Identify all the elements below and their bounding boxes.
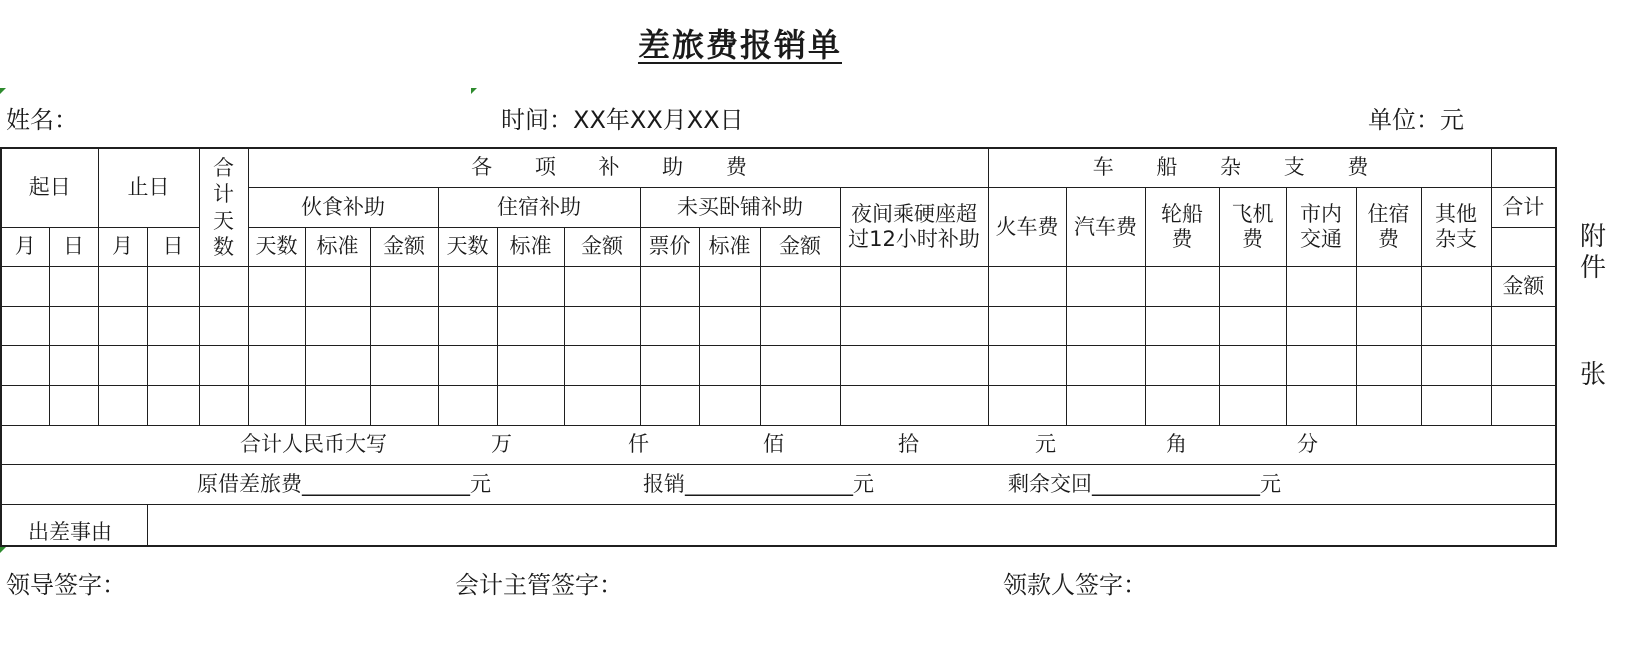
unit-bai: 佰 <box>763 432 784 457</box>
data-cell[interactable] <box>564 385 640 425</box>
data-cell[interactable] <box>147 385 199 425</box>
start-date-header: 起日 <box>1 148 98 227</box>
trip-reason-input[interactable] <box>147 504 1556 546</box>
data-cell[interactable] <box>1356 346 1421 386</box>
data-cell[interactable] <box>497 385 564 425</box>
data-cell[interactable] <box>49 267 98 307</box>
data-cell[interactable] <box>699 385 760 425</box>
meal-allowance-header: 伙食补助 <box>248 188 438 228</box>
data-cell[interactable] <box>98 306 147 346</box>
cell-comment-marker <box>0 547 6 553</box>
data-cell[interactable] <box>640 385 699 425</box>
data-cell[interactable] <box>438 346 497 386</box>
data-cell[interactable] <box>564 346 640 386</box>
data-cell[interactable] <box>840 267 988 307</box>
end-month-header: 月 <box>98 227 147 267</box>
data-cell[interactable] <box>1286 306 1356 346</box>
data-cell[interactable] <box>1066 385 1145 425</box>
data-cell[interactable] <box>1491 306 1556 346</box>
settlement-row[interactable] <box>1 465 1556 505</box>
local-transport-header: 市内交通 <box>1286 188 1356 267</box>
data-cell[interactable] <box>1066 346 1145 386</box>
data-cell[interactable] <box>305 346 370 386</box>
data-cell[interactable] <box>248 346 305 386</box>
data-cell[interactable] <box>564 306 640 346</box>
data-cell[interactable] <box>199 346 248 386</box>
data-cell[interactable] <box>147 346 199 386</box>
unit-jiao: 角 <box>1166 432 1187 457</box>
reimburse-label: 报销________________元 <box>643 471 874 496</box>
unit-label[interactable]: 单位：元 <box>1368 106 1464 134</box>
data-cell[interactable] <box>640 306 699 346</box>
unit-qian: 仟 <box>628 432 649 457</box>
remaining-label: 剩余交回________________元 <box>1008 471 1281 496</box>
data-cell[interactable] <box>1286 385 1356 425</box>
bus-fare-header: 汽车费 <box>1066 188 1145 267</box>
lodging-amount-header: 金额 <box>564 227 640 267</box>
data-cell[interactable] <box>98 385 147 425</box>
data-cell[interactable] <box>988 306 1066 346</box>
end-day-header: 日 <box>147 227 199 267</box>
data-cell[interactable] <box>1066 306 1145 346</box>
payee-signature-label[interactable]: 领款人签字： <box>1003 571 1147 599</box>
data-cell[interactable] <box>497 306 564 346</box>
data-cell[interactable] <box>497 267 564 307</box>
data-cell[interactable] <box>1 306 49 346</box>
leader-signature-label[interactable]: 领导签字： <box>6 571 126 599</box>
data-cell[interactable] <box>1421 306 1491 346</box>
meal-standard-header: 标准 <box>305 227 370 267</box>
data-cell[interactable] <box>248 385 305 425</box>
total-sub-blank-cell[interactable] <box>1491 227 1556 267</box>
sleeper-standard-header: 标准 <box>699 227 760 267</box>
data-cell[interactable] <box>988 267 1066 307</box>
data-cell[interactable] <box>49 306 98 346</box>
form-title: 差旅费报销单 <box>637 26 842 64</box>
ticket-price-header: 票价 <box>640 227 699 267</box>
data-cell[interactable] <box>840 385 988 425</box>
data-cell[interactable] <box>248 267 305 307</box>
data-cell[interactable] <box>370 385 438 425</box>
time-label[interactable]: 时间：XX年XX月XX日 <box>501 106 744 134</box>
data-cell[interactable] <box>305 385 370 425</box>
data-cell[interactable] <box>199 306 248 346</box>
data-cell[interactable] <box>305 306 370 346</box>
data-cell[interactable] <box>147 267 199 307</box>
data-cell[interactable] <box>199 267 248 307</box>
data-cell[interactable] <box>98 267 147 307</box>
total-days-header: 合计天数 <box>199 148 248 267</box>
no-sleeper-allowance-header: 未买卧铺补助 <box>640 188 840 228</box>
data-cell[interactable] <box>1 346 49 386</box>
data-cell[interactable] <box>1421 385 1491 425</box>
data-cell[interactable] <box>370 306 438 346</box>
data-cell[interactable] <box>370 346 438 386</box>
data-cell[interactable] <box>438 267 497 307</box>
data-cell[interactable] <box>699 306 760 346</box>
lodging-standard-header: 标准 <box>497 227 564 267</box>
start-day-header: 日 <box>49 227 98 267</box>
night-seat-allowance-header: 夜间乘硬座超过12小时补助 <box>840 188 988 267</box>
data-cell[interactable] <box>988 346 1066 386</box>
data-cell[interactable] <box>1421 346 1491 386</box>
travel-costs-header: 车 船 杂 支 费 <box>988 148 1491 188</box>
total-blank-cell[interactable] <box>1491 148 1556 188</box>
data-cell[interactable] <box>1421 267 1491 307</box>
data-cell[interactable] <box>147 306 199 346</box>
data-cell[interactable] <box>438 385 497 425</box>
data-cell[interactable] <box>199 385 248 425</box>
data-cell[interactable] <box>497 346 564 386</box>
data-cell[interactable] <box>1286 346 1356 386</box>
unit-yuan: 元 <box>1035 432 1056 457</box>
data-cell[interactable] <box>1356 267 1421 307</box>
data-cell[interactable] <box>248 306 305 346</box>
sleeper-amount-header: 金额 <box>760 227 840 267</box>
data-cell[interactable] <box>760 306 840 346</box>
data-cell[interactable] <box>1 385 49 425</box>
total-header: 合计 <box>1491 188 1556 228</box>
air-fare-header: 飞机费 <box>1219 188 1286 267</box>
other-misc-header: 其他杂支 <box>1421 188 1491 267</box>
data-cell[interactable] <box>1286 267 1356 307</box>
train-fare-header: 火车费 <box>988 188 1066 267</box>
data-cell[interactable] <box>760 385 840 425</box>
data-cell[interactable] <box>760 267 840 307</box>
data-cell[interactable] <box>1 267 49 307</box>
data-cell[interactable] <box>49 385 98 425</box>
unit-fen: 分 <box>1297 432 1318 457</box>
data-cell[interactable] <box>840 306 988 346</box>
rmb-total-row[interactable] <box>1 425 1556 465</box>
trip-reason-label: 出差事由 <box>1 504 147 546</box>
data-cell[interactable] <box>1219 267 1286 307</box>
data-cell[interactable] <box>840 346 988 386</box>
name-label[interactable]: 姓名： <box>6 106 78 134</box>
data-cell[interactable] <box>1491 346 1556 386</box>
advance-label: 原借差旅费________________元 <box>197 471 491 496</box>
data-cell[interactable] <box>1145 267 1219 307</box>
data-cell[interactable] <box>49 346 98 386</box>
data-cell[interactable] <box>1066 267 1145 307</box>
data-cell[interactable] <box>438 306 497 346</box>
lodging-days-header: 天数 <box>438 227 497 267</box>
data-cell[interactable] <box>760 346 840 386</box>
expense-table <box>0 147 1557 547</box>
data-cell[interactable] <box>1219 385 1286 425</box>
data-cell[interactable] <box>1491 385 1556 425</box>
data-cell[interactable] <box>640 267 699 307</box>
lodging-fee-header: 住宿费 <box>1356 188 1421 267</box>
accounting-signature-label[interactable]: 会计主管签字： <box>455 571 623 599</box>
data-cell[interactable] <box>564 267 640 307</box>
data-cell[interactable] <box>98 346 147 386</box>
unit-shi: 拾 <box>898 432 919 457</box>
cell-comment-marker <box>0 88 6 94</box>
data-cell[interactable] <box>640 346 699 386</box>
data-cell[interactable] <box>370 267 438 307</box>
data-cell[interactable] <box>1219 346 1286 386</box>
data-cell[interactable] <box>305 267 370 307</box>
end-date-header: 止日 <box>98 148 199 227</box>
amount-label-cell: 金额 <box>1491 267 1556 307</box>
meal-amount-header: 金额 <box>370 227 438 267</box>
data-cell[interactable] <box>699 267 760 307</box>
unit-wan: 万 <box>491 432 512 457</box>
start-month-header: 月 <box>1 227 49 267</box>
sheets-label: 张 <box>1579 360 1606 390</box>
attachment-label: 附件 <box>1579 222 1606 284</box>
data-cell[interactable] <box>1145 306 1219 346</box>
data-cell[interactable] <box>699 346 760 386</box>
data-cell[interactable] <box>1145 346 1219 386</box>
meal-days-header: 天数 <box>248 227 305 267</box>
data-cell[interactable] <box>988 385 1066 425</box>
data-cell[interactable] <box>1219 306 1286 346</box>
cell-comment-marker <box>471 88 477 94</box>
ship-fare-header: 轮船费 <box>1145 188 1219 267</box>
lodging-allowance-header: 住宿补助 <box>438 188 640 228</box>
data-cell[interactable] <box>1356 385 1421 425</box>
rmb-total-label: 合计人民币大写 <box>240 432 387 457</box>
allowances-header: 各 项 补 助 费 <box>248 148 988 188</box>
data-cell[interactable] <box>1356 306 1421 346</box>
data-cell[interactable] <box>1145 385 1219 425</box>
